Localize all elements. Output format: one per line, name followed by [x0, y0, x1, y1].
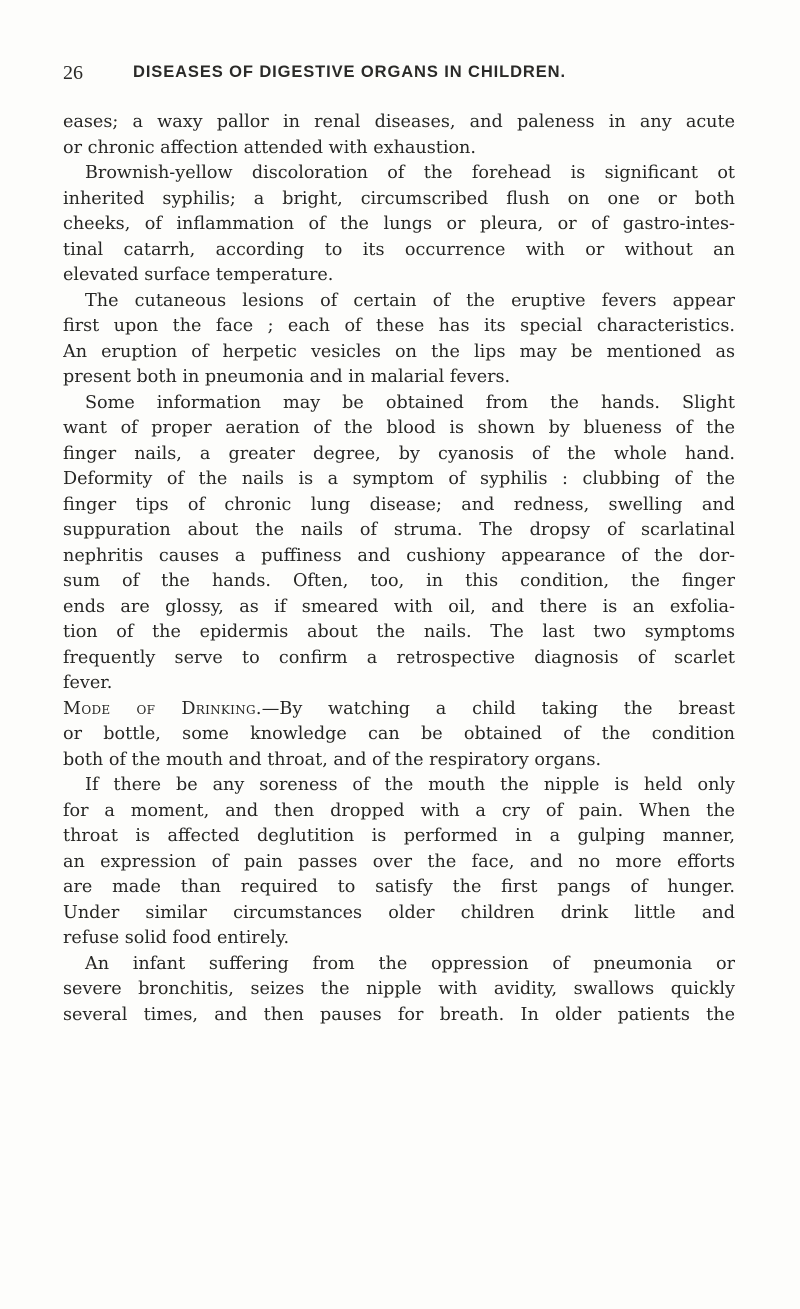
text-line: for a moment, and then dropped with a cry of pain. When the: [63, 800, 735, 821]
text-line: sum of the hands. Often, too, in this condition, the finger: [63, 571, 735, 591]
text-line: both of the mouth and throat, and of the respiratory organs.: [63, 749, 602, 770]
text-line: refuse solid food entirely.: [63, 928, 290, 948]
text-line: Brownish-yellow discoloration of the forehead is significant ot: [85, 163, 735, 183]
text-line: inherited syphilis; a bright, circumscribed flush on one or both: [63, 188, 735, 209]
text-line: want of proper aeration of the blood is shown by blueness of the: [63, 418, 735, 438]
text-line: present both in pneumonia and in malarial fevers.: [63, 367, 511, 387]
running-title: DISEASES OF DIGESTIVE ORGANS IN CHILDREN.: [133, 63, 566, 81]
text-line: tinal catarrh, according to its occurrence with or without an: [63, 239, 735, 260]
running-head: [63, 62, 735, 86]
text-line: fever.: [63, 673, 113, 693]
text-line: finger nails, a greater degree, by cyanosis of the whole hand.: [63, 443, 735, 464]
text-line: severe bronchitis, seizes the nipple with avidity, swallows quickly: [63, 979, 735, 999]
text-line: elevated surface temperature.: [63, 265, 334, 285]
text-line: cheeks, of inflammation of the lungs or pleura, or of gastro-intes-: [63, 214, 735, 234]
text-line: suppuration about the nails of struma. The dropsy of scarlatinal: [63, 520, 735, 540]
text-line: An eruption of herpetic vesicles on the lips may be mentioned as: [63, 341, 735, 362]
text-line: An infant suffering from the oppression of pneumonia or: [85, 953, 735, 974]
text-line: tion of the epidermis about the nails. The last two symptoms: [63, 622, 735, 642]
text-line: The cutaneous lesions of certain of the eruptive fevers appear: [85, 290, 735, 311]
text-line: nephritis causes a puffiness and cushiony appearance of the dor-: [63, 545, 735, 566]
text-line: several times, and then pauses for breath. In older patients the: [63, 1004, 735, 1025]
body-text: [63, 110, 735, 1028]
text-line: If there be any soreness of the mouth the nipple is held only: [85, 775, 735, 795]
text-line: Some information may be obtained from the hands. Slight: [85, 392, 735, 413]
text-line-with-heading: [63, 697, 735, 723]
text-line: ends are glossy, as if smeared with oil, and there is an exfolia-: [63, 596, 735, 617]
text-line: throat is affected deglutition is performed in a gulping manner,: [63, 826, 735, 846]
text-line: or chronic affection attended with exhaustion.: [63, 137, 476, 158]
text-line: are made than required to satisfy the first pangs of hunger.: [63, 877, 735, 897]
page-number: 26: [63, 62, 83, 84]
text-line: an expression of pain passes over the face, and no more efforts: [63, 851, 735, 872]
text-line: Deformity of the nails is a symptom of syphilis : clubbing of the: [63, 469, 735, 489]
text-line: or bottle, some knowledge can be obtained of the condition: [63, 724, 735, 744]
text-line: finger tips of chronic lung disease; and redness, swelling and: [63, 494, 735, 515]
text-line: Under similar circumstances older children drink little and: [63, 902, 735, 923]
text-run: —By watching a child taking the breast: [261, 698, 735, 719]
text-line: first upon the face ; each of these has its special characteristics.: [63, 316, 735, 336]
section-heading: Mode of Drinking.: [63, 698, 262, 719]
text-line: frequently serve to confirm a retrospective diagnosis of scarlet: [63, 647, 735, 668]
text-line: eases; a waxy pallor in renal diseases, and paleness in any acute: [63, 112, 735, 132]
